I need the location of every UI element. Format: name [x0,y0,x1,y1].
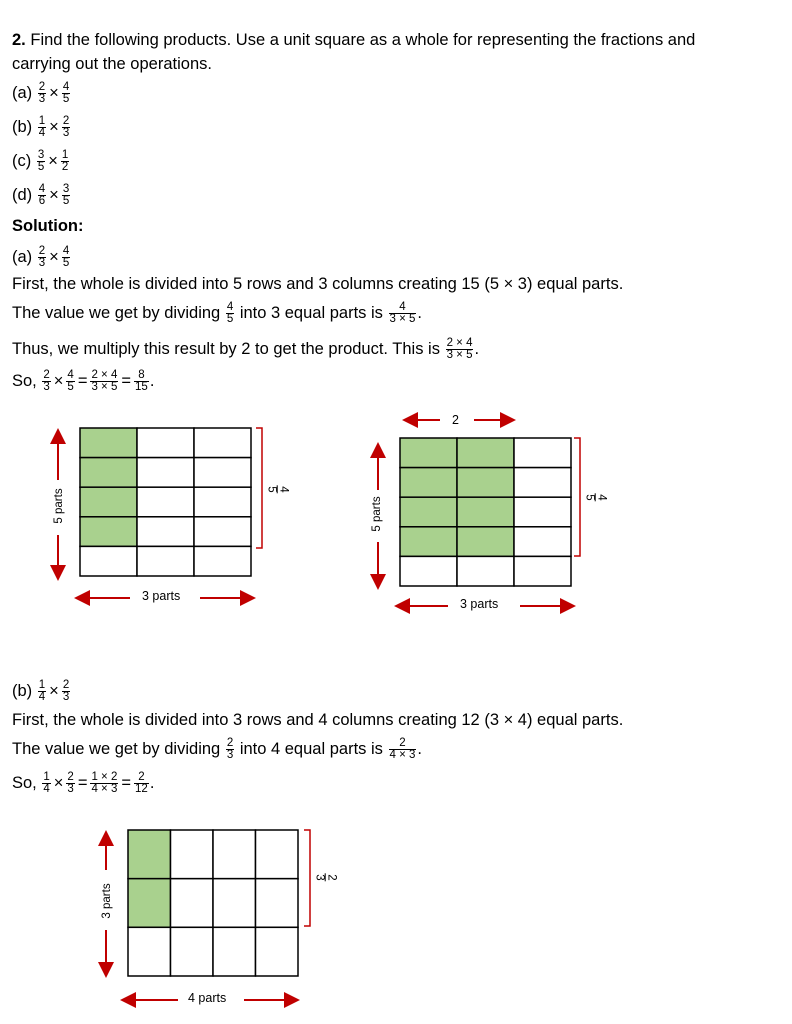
shaded-cell [400,438,457,468]
grid-a1 [80,428,251,576]
grid-cell [194,458,251,488]
diagram-a2-top-label: 2 [452,413,459,427]
grid-cell [171,830,214,879]
grid-cell [194,487,251,517]
diagram-a1-bottom-label: 3 parts [142,589,181,603]
shaded-cell [80,487,137,517]
solution-a-heading: (a) $\frac{2}{3}$ × $\frac{4}{5}$ [12,245,70,269]
grid-cell [137,517,194,547]
question-number: 2. [12,31,26,49]
solution-a-line1: First, the whole is divided into 5 rows and 3 columns creating 15 (5 × 3) equal parts. [12,275,624,293]
shaded-cell [457,497,514,527]
solution-a-line2: The value we get by dividing $\frac{4}{5}$ into 3 equal parts is $\frac{4}{3 \times 5}$ . [12,301,422,325]
bracket-b [304,830,310,926]
diagram-b-right-fraction: 2 3 [313,874,338,881]
shaded-cell [80,458,137,488]
grid-cell [194,428,251,458]
shaded-cell [80,517,137,547]
grid-cell [137,428,194,458]
diagram-b-bottom-label: 4 parts [188,991,227,1005]
shaded-cell [457,438,514,468]
grid-cell [256,927,299,976]
shaded-cell [128,830,171,879]
grid-cell [514,556,571,586]
grid-b [128,830,298,976]
diagram-b-left-label: 3 parts [101,883,113,919]
grid-cell [128,927,171,976]
grid-cell [171,927,214,976]
solution-b-result: So, $\frac{1}{4}$ × $\frac{2}{3}$ = $\frac{1 \times 2}{4 \times 3}$ = $\frac{2}{12}$ . [12,771,155,795]
shaded-cell [128,879,171,928]
diagram-a2-right-fraction: 4 5 [583,494,608,501]
grid-a2 [400,438,571,586]
shaded-cell [80,428,137,458]
diagram-a1-left-label: 5 parts [53,488,65,524]
solution-a-line3: Thus, we multiply this result by 2 to get the product. This is $\frac{2 \times 4}{3 \times 5}$ . [12,337,480,361]
diagram-a2-bottom-label: 3 parts [460,597,499,611]
diagram-a2-left-label: 5 parts [371,496,383,532]
grid-cell [256,879,299,928]
grid-cell [171,879,214,928]
grid-cell [213,830,256,879]
grid-cell [400,556,457,586]
grid-cell [194,546,251,576]
bracket-a2 [574,438,580,556]
shaded-cell [457,527,514,557]
question-part-c: (c) $\frac{3}{5}$ × $\frac{1}{2}$ [12,149,69,173]
grid-cell [514,527,571,557]
question-part-a: (a) $\frac{2}{3}$ × $\frac{4}{5}$ [12,81,70,105]
solution-b-heading: (b) $\frac{1}{4}$ × $\frac{2}{3}$ [12,679,70,703]
solution-a-result: So, $\frac{2}{3}$ × $\frac{4}{5}$ = $\frac{2 \times 4}{3 \times 5}$ = $\frac{8}{15}$ . [12,369,155,393]
question-part-d: (d) $\frac{4}{6}$ × $\frac{3}{5}$ [12,183,70,207]
grid-cell [213,879,256,928]
grid-cell [514,468,571,498]
question-line-2: carrying out the operations. [12,55,212,73]
question-part-b: (b) $\frac{1}{4}$ × $\frac{2}{3}$ [12,115,70,139]
grid-cell [256,830,299,879]
solution-b-line1: First, the whole is divided into 3 rows and 4 columns creating 12 (3 × 4) equal parts. [12,711,624,729]
grid-cell [514,497,571,527]
shaded-cell [400,468,457,498]
bracket-a1 [256,428,262,548]
shaded-cell [400,497,457,527]
question-text: Find the following products. Use a unit square as a whole for representing the fractions and [30,31,696,49]
solution-b-line2: The value we get by dividing $\frac{2}{3}$ into 4 equal parts is $\frac{2}{4 \times 3}$ . [12,737,422,761]
diagram-a1-right-fraction: 4 5 [265,486,290,493]
shaded-cell [400,527,457,557]
grid-cell [514,438,571,468]
grid-cell [457,556,514,586]
grid-cell [137,487,194,517]
grid-cell [194,517,251,547]
shaded-cell [457,468,514,498]
solution-heading: Solution: [12,217,84,235]
grid-cell [213,927,256,976]
grid-cell [137,458,194,488]
grid-cell [80,546,137,576]
grid-cell [137,546,194,576]
